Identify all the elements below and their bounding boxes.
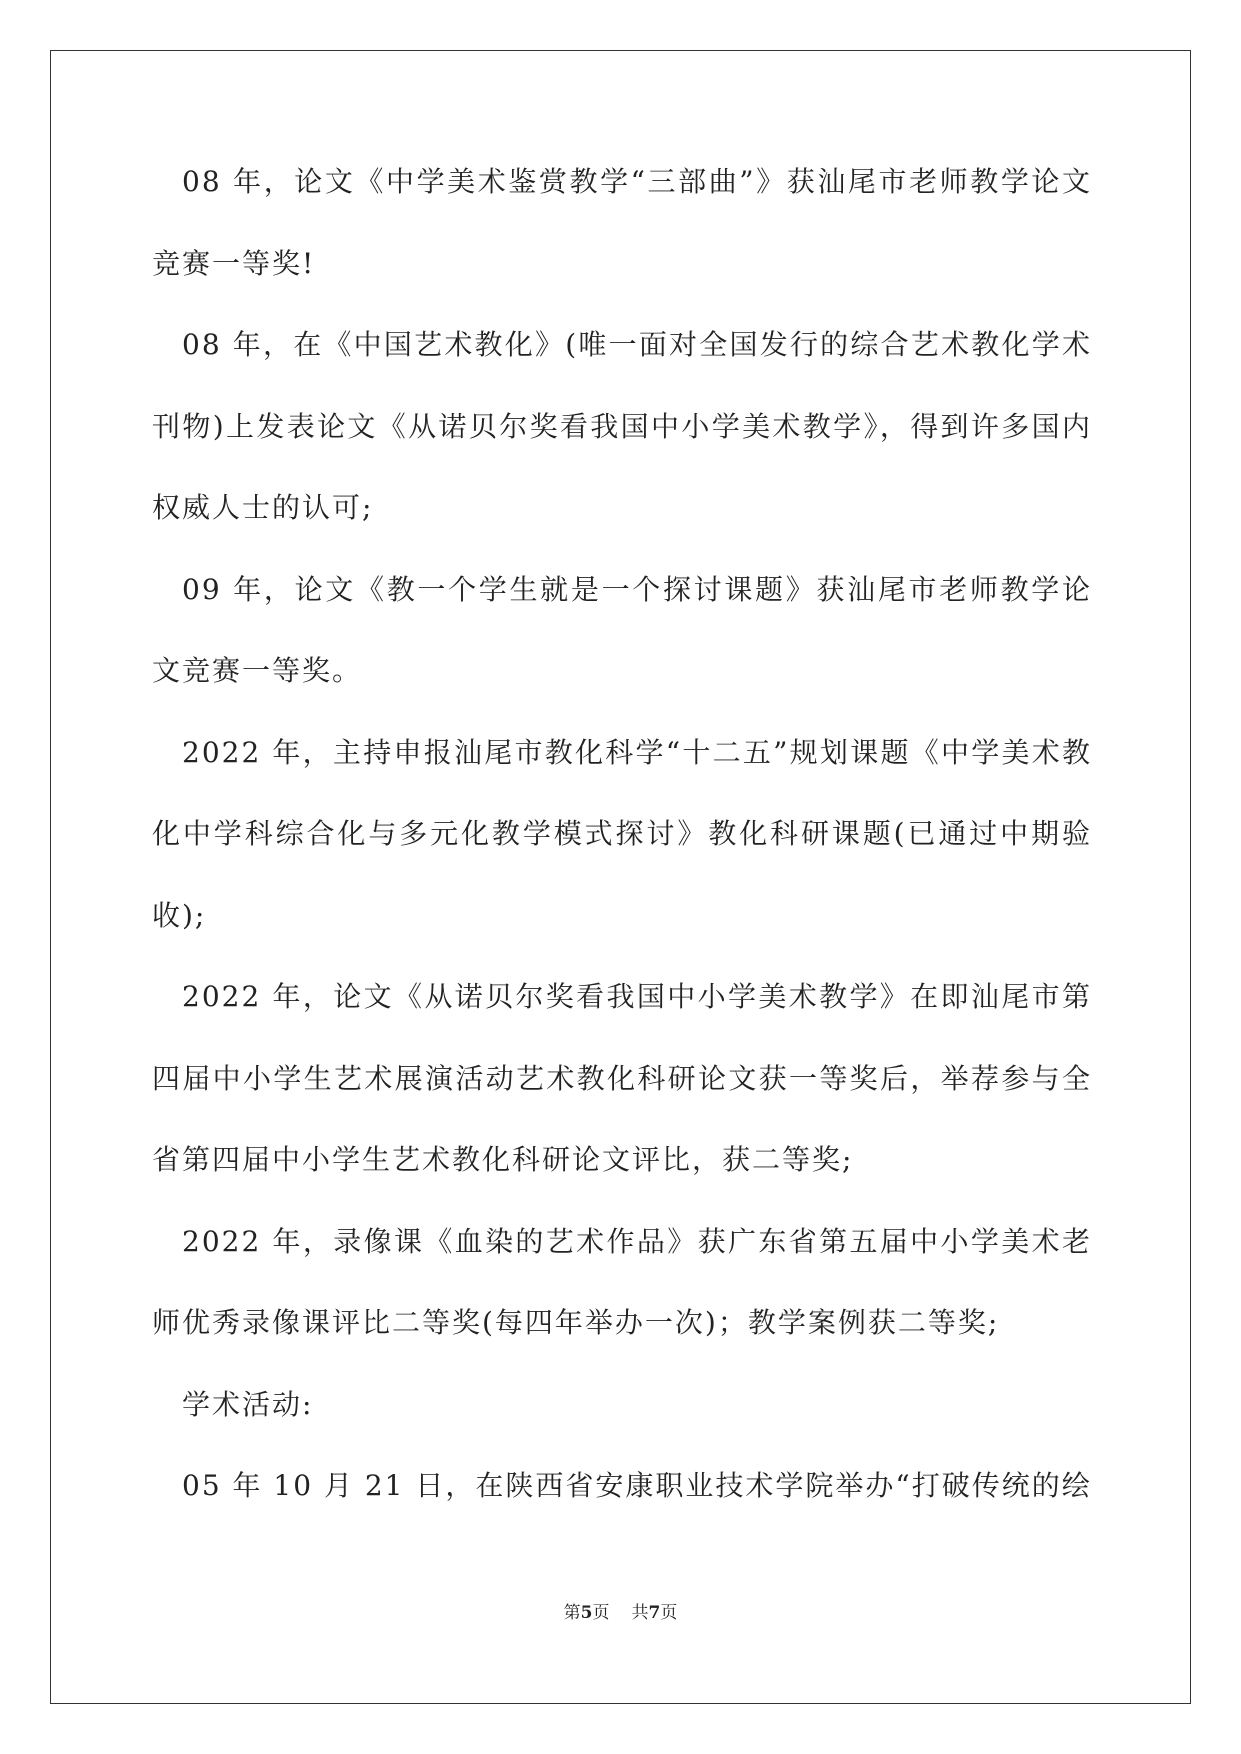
section-heading: 学术活动: [182,1387,314,1421]
paragraph: 2022 年，录像课《血染的艺术作品》获广东省第五届中小学美术老师优秀录像课评比二等奖(每四年举办一次)；教学案例获二等奖; [152,1224,1092,1339]
paragraph: 08 年，在《中国艺术教化》(唯一面对全国发行的综合艺术教化学术刊物)上发表论文《从诺贝尔奖看我国中小学美术教学》，得到许多国内权威人士的认可; [152,328,1092,524]
page-number: 第5页 [563,1603,610,1623]
paragraph: 2022 年，主持申报汕尾市教化科学“十二五”规划课题《中学美术教化中学科综合化与多元化教学模式探讨》教化科研课题(已通过中期验收); [152,735,1092,932]
page-total: 共7页 [631,1603,678,1623]
paragraph: 09 年，论文《教一个学生就是一个探讨课题》获汕尾市老师教学论文竞赛一等奖。 [152,572,1092,687]
document-body [152,163,1092,1527]
paragraph: 2022 年，论文《从诺贝尔奖看我国中小学美术教学》在即汕尾市第四届中小学生艺术展演活动艺术教化科研论文获一等奖后，举荐参与全省第四届中小学生艺术教化科研论文评比，获二等奖; [152,980,1092,1176]
page-footer [0,1598,1241,1623]
paragraph: 08 年，论文《中学美术鉴赏教学“三部曲”》获汕尾市老师教学论文竞赛一等奖! [152,165,1092,280]
paragraph: 05 年 10 月 21 日，在陕西省安康职业技术学院举办“打破传统的绘 [182,1469,1092,1502]
